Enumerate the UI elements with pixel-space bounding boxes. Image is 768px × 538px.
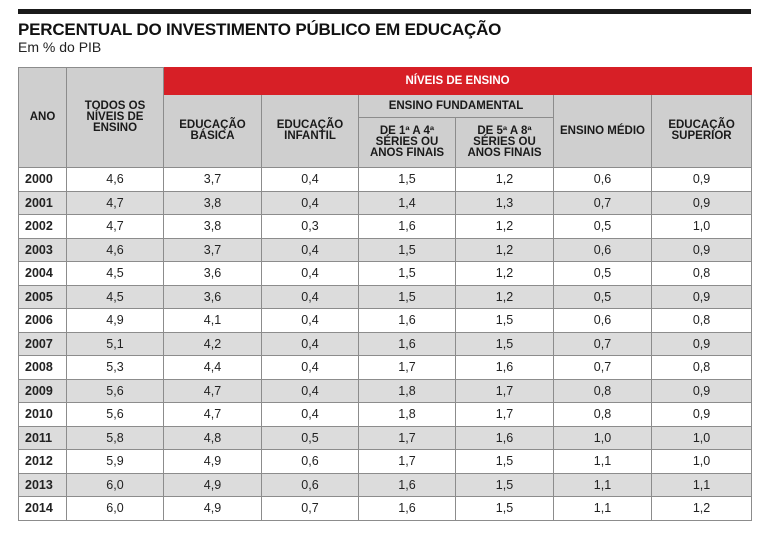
cell-todos: 5,3: [67, 356, 164, 380]
cell-todos: 5,8: [67, 426, 164, 450]
table-row: [19, 497, 752, 521]
table-row: [19, 356, 752, 380]
cell-year: 2013: [19, 473, 67, 497]
cell-fund-5a8: 1,2: [456, 262, 554, 286]
cell-basica: 4,8: [164, 426, 262, 450]
cell-fund-5a8: 1,5: [456, 332, 554, 356]
table-row: [19, 215, 752, 239]
header-ensino-medio: ENSINO MÉDIO: [554, 95, 652, 168]
cell-infantil: 0,7: [262, 497, 359, 521]
cell-todos: 6,0: [67, 473, 164, 497]
cell-medio: 0,6: [554, 238, 652, 262]
cell-superior: 1,0: [652, 426, 752, 450]
cell-basica: 4,9: [164, 450, 262, 474]
cell-fund-5a8: 1,5: [456, 473, 554, 497]
data-table: [18, 67, 752, 521]
cell-medio: 0,8: [554, 379, 652, 403]
table-row: [19, 262, 752, 286]
header-educacao-superior: EDUCAÇÃO SUPERIOR: [652, 95, 752, 168]
header-ensino-fundamental: ENSINO FUNDAMENTAL: [359, 95, 554, 118]
cell-basica: 4,4: [164, 356, 262, 380]
cell-superior: 1,1: [652, 473, 752, 497]
cell-year: 2008: [19, 356, 67, 380]
cell-todos: 4,7: [67, 191, 164, 215]
cell-superior: 0,9: [652, 238, 752, 262]
cell-year: 2011: [19, 426, 67, 450]
table-row: [19, 426, 752, 450]
cell-superior: 0,9: [652, 168, 752, 192]
table-row: [19, 332, 752, 356]
cell-infantil: 0,5: [262, 426, 359, 450]
cell-fund-1a4: 1,5: [359, 285, 456, 309]
cell-basica: 3,8: [164, 191, 262, 215]
cell-fund-5a8: 1,2: [456, 168, 554, 192]
cell-superior: 0,9: [652, 403, 752, 427]
cell-fund-5a8: 1,5: [456, 450, 554, 474]
cell-medio: 0,6: [554, 168, 652, 192]
cell-todos: 5,9: [67, 450, 164, 474]
cell-fund-5a8: 1,7: [456, 379, 554, 403]
cell-fund-1a4: 1,7: [359, 426, 456, 450]
cell-superior: 0,9: [652, 332, 752, 356]
cell-todos: 4,5: [67, 285, 164, 309]
table-row: [19, 309, 752, 333]
cell-fund-1a4: 1,8: [359, 403, 456, 427]
cell-medio: 0,6: [554, 309, 652, 333]
chart-title: PERCENTUAL DO INVESTIMENTO PÚBLICO EM EDUCAÇÃO: [18, 20, 502, 39]
cell-year: 2002: [19, 215, 67, 239]
cell-fund-5a8: 1,6: [456, 356, 554, 380]
cell-medio: 0,7: [554, 332, 652, 356]
table-row: [19, 191, 752, 215]
cell-fund-5a8: 1,7: [456, 403, 554, 427]
cell-medio: 0,5: [554, 285, 652, 309]
table-row: [19, 403, 752, 427]
cell-superior: 1,0: [652, 450, 752, 474]
cell-basica: 4,9: [164, 473, 262, 497]
chart-subtitle: Em % do PIB: [18, 39, 102, 55]
table-row: [19, 285, 752, 309]
cell-fund-1a4: 1,5: [359, 168, 456, 192]
cell-superior: 0,8: [652, 262, 752, 286]
cell-todos: 5,6: [67, 403, 164, 427]
cell-fund-1a4: 1,4: [359, 191, 456, 215]
cell-fund-1a4: 1,5: [359, 238, 456, 262]
cell-fund-1a4: 1,6: [359, 332, 456, 356]
cell-todos: 4,7: [67, 215, 164, 239]
cell-superior: 0,9: [652, 285, 752, 309]
header-todos-niveis: TODOS OS NÍVEIS DE ENSINO: [67, 68, 164, 168]
cell-basica: 4,7: [164, 379, 262, 403]
cell-basica: 4,9: [164, 497, 262, 521]
cell-medio: 1,1: [554, 497, 652, 521]
top-rule: [18, 9, 751, 14]
table-body: [19, 168, 752, 521]
cell-infantil: 0,4: [262, 191, 359, 215]
cell-infantil: 0,3: [262, 215, 359, 239]
cell-year: 2000: [19, 168, 67, 192]
cell-fund-1a4: 1,8: [359, 379, 456, 403]
cell-fund-5a8: 1,5: [456, 497, 554, 521]
cell-basica: 3,8: [164, 215, 262, 239]
cell-superior: 0,8: [652, 309, 752, 333]
cell-basica: 4,1: [164, 309, 262, 333]
table-row: [19, 473, 752, 497]
cell-medio: 0,5: [554, 215, 652, 239]
cell-fund-5a8: 1,5: [456, 309, 554, 333]
cell-todos: 4,5: [67, 262, 164, 286]
cell-year: 2007: [19, 332, 67, 356]
cell-basica: 4,7: [164, 403, 262, 427]
table-row: [19, 379, 752, 403]
cell-year: 2004: [19, 262, 67, 286]
cell-fund-5a8: 1,2: [456, 238, 554, 262]
cell-basica: 3,7: [164, 168, 262, 192]
cell-infantil: 0,4: [262, 309, 359, 333]
cell-superior: 0,9: [652, 191, 752, 215]
cell-year: 2010: [19, 403, 67, 427]
cell-basica: 3,6: [164, 285, 262, 309]
cell-todos: 6,0: [67, 497, 164, 521]
cell-todos: 5,1: [67, 332, 164, 356]
cell-infantil: 0,4: [262, 332, 359, 356]
cell-infantil: 0,4: [262, 238, 359, 262]
cell-fund-1a4: 1,7: [359, 450, 456, 474]
cell-basica: 3,7: [164, 238, 262, 262]
cell-fund-1a4: 1,5: [359, 262, 456, 286]
header-fund-5a8: DE 5ª A 8ª SÉRIES OU ANOS FINAIS: [456, 118, 554, 168]
cell-fund-5a8: 1,2: [456, 285, 554, 309]
cell-year: 2012: [19, 450, 67, 474]
cell-medio: 1,0: [554, 426, 652, 450]
table-row: [19, 450, 752, 474]
table-row: [19, 238, 752, 262]
cell-fund-1a4: 1,6: [359, 215, 456, 239]
cell-year: 2009: [19, 379, 67, 403]
cell-infantil: 0,6: [262, 450, 359, 474]
cell-infantil: 0,4: [262, 356, 359, 380]
header-niveis-de-ensino: NÍVEIS DE ENSINO: [164, 68, 752, 95]
cell-superior: 0,8: [652, 356, 752, 380]
cell-superior: 1,0: [652, 215, 752, 239]
cell-todos: 4,6: [67, 168, 164, 192]
cell-medio: 0,7: [554, 191, 652, 215]
cell-medio: 0,7: [554, 356, 652, 380]
cell-infantil: 0,4: [262, 379, 359, 403]
cell-infantil: 0,6: [262, 473, 359, 497]
table-row: [19, 168, 752, 192]
cell-fund-5a8: 1,2: [456, 215, 554, 239]
cell-medio: 0,5: [554, 262, 652, 286]
cell-basica: 3,6: [164, 262, 262, 286]
cell-infantil: 0,4: [262, 403, 359, 427]
cell-todos: 4,9: [67, 309, 164, 333]
cell-year: 2003: [19, 238, 67, 262]
cell-infantil: 0,4: [262, 262, 359, 286]
cell-todos: 5,6: [67, 379, 164, 403]
cell-basica: 4,2: [164, 332, 262, 356]
cell-superior: 0,9: [652, 379, 752, 403]
cell-medio: 1,1: [554, 450, 652, 474]
cell-year: 2006: [19, 309, 67, 333]
cell-year: 2014: [19, 497, 67, 521]
cell-todos: 4,6: [67, 238, 164, 262]
cell-infantil: 0,4: [262, 285, 359, 309]
cell-fund-5a8: 1,6: [456, 426, 554, 450]
cell-fund-1a4: 1,6: [359, 497, 456, 521]
header-ano: ANO: [19, 68, 67, 168]
cell-year: 2005: [19, 285, 67, 309]
cell-medio: 0,8: [554, 403, 652, 427]
header-educacao-infantil: EDUCAÇÃO INFANTIL: [262, 95, 359, 168]
header-fund-1a4: DE 1ª A 4ª SÉRIES OU ANOS FINAIS: [359, 118, 456, 168]
header-educacao-basica: EDUCAÇÃO BÁSICA: [164, 95, 262, 168]
cell-superior: 1,2: [652, 497, 752, 521]
cell-fund-1a4: 1,7: [359, 356, 456, 380]
cell-fund-1a4: 1,6: [359, 473, 456, 497]
cell-infantil: 0,4: [262, 168, 359, 192]
cell-fund-5a8: 1,3: [456, 191, 554, 215]
cell-fund-1a4: 1,6: [359, 309, 456, 333]
cell-year: 2001: [19, 191, 67, 215]
cell-medio: 1,1: [554, 473, 652, 497]
